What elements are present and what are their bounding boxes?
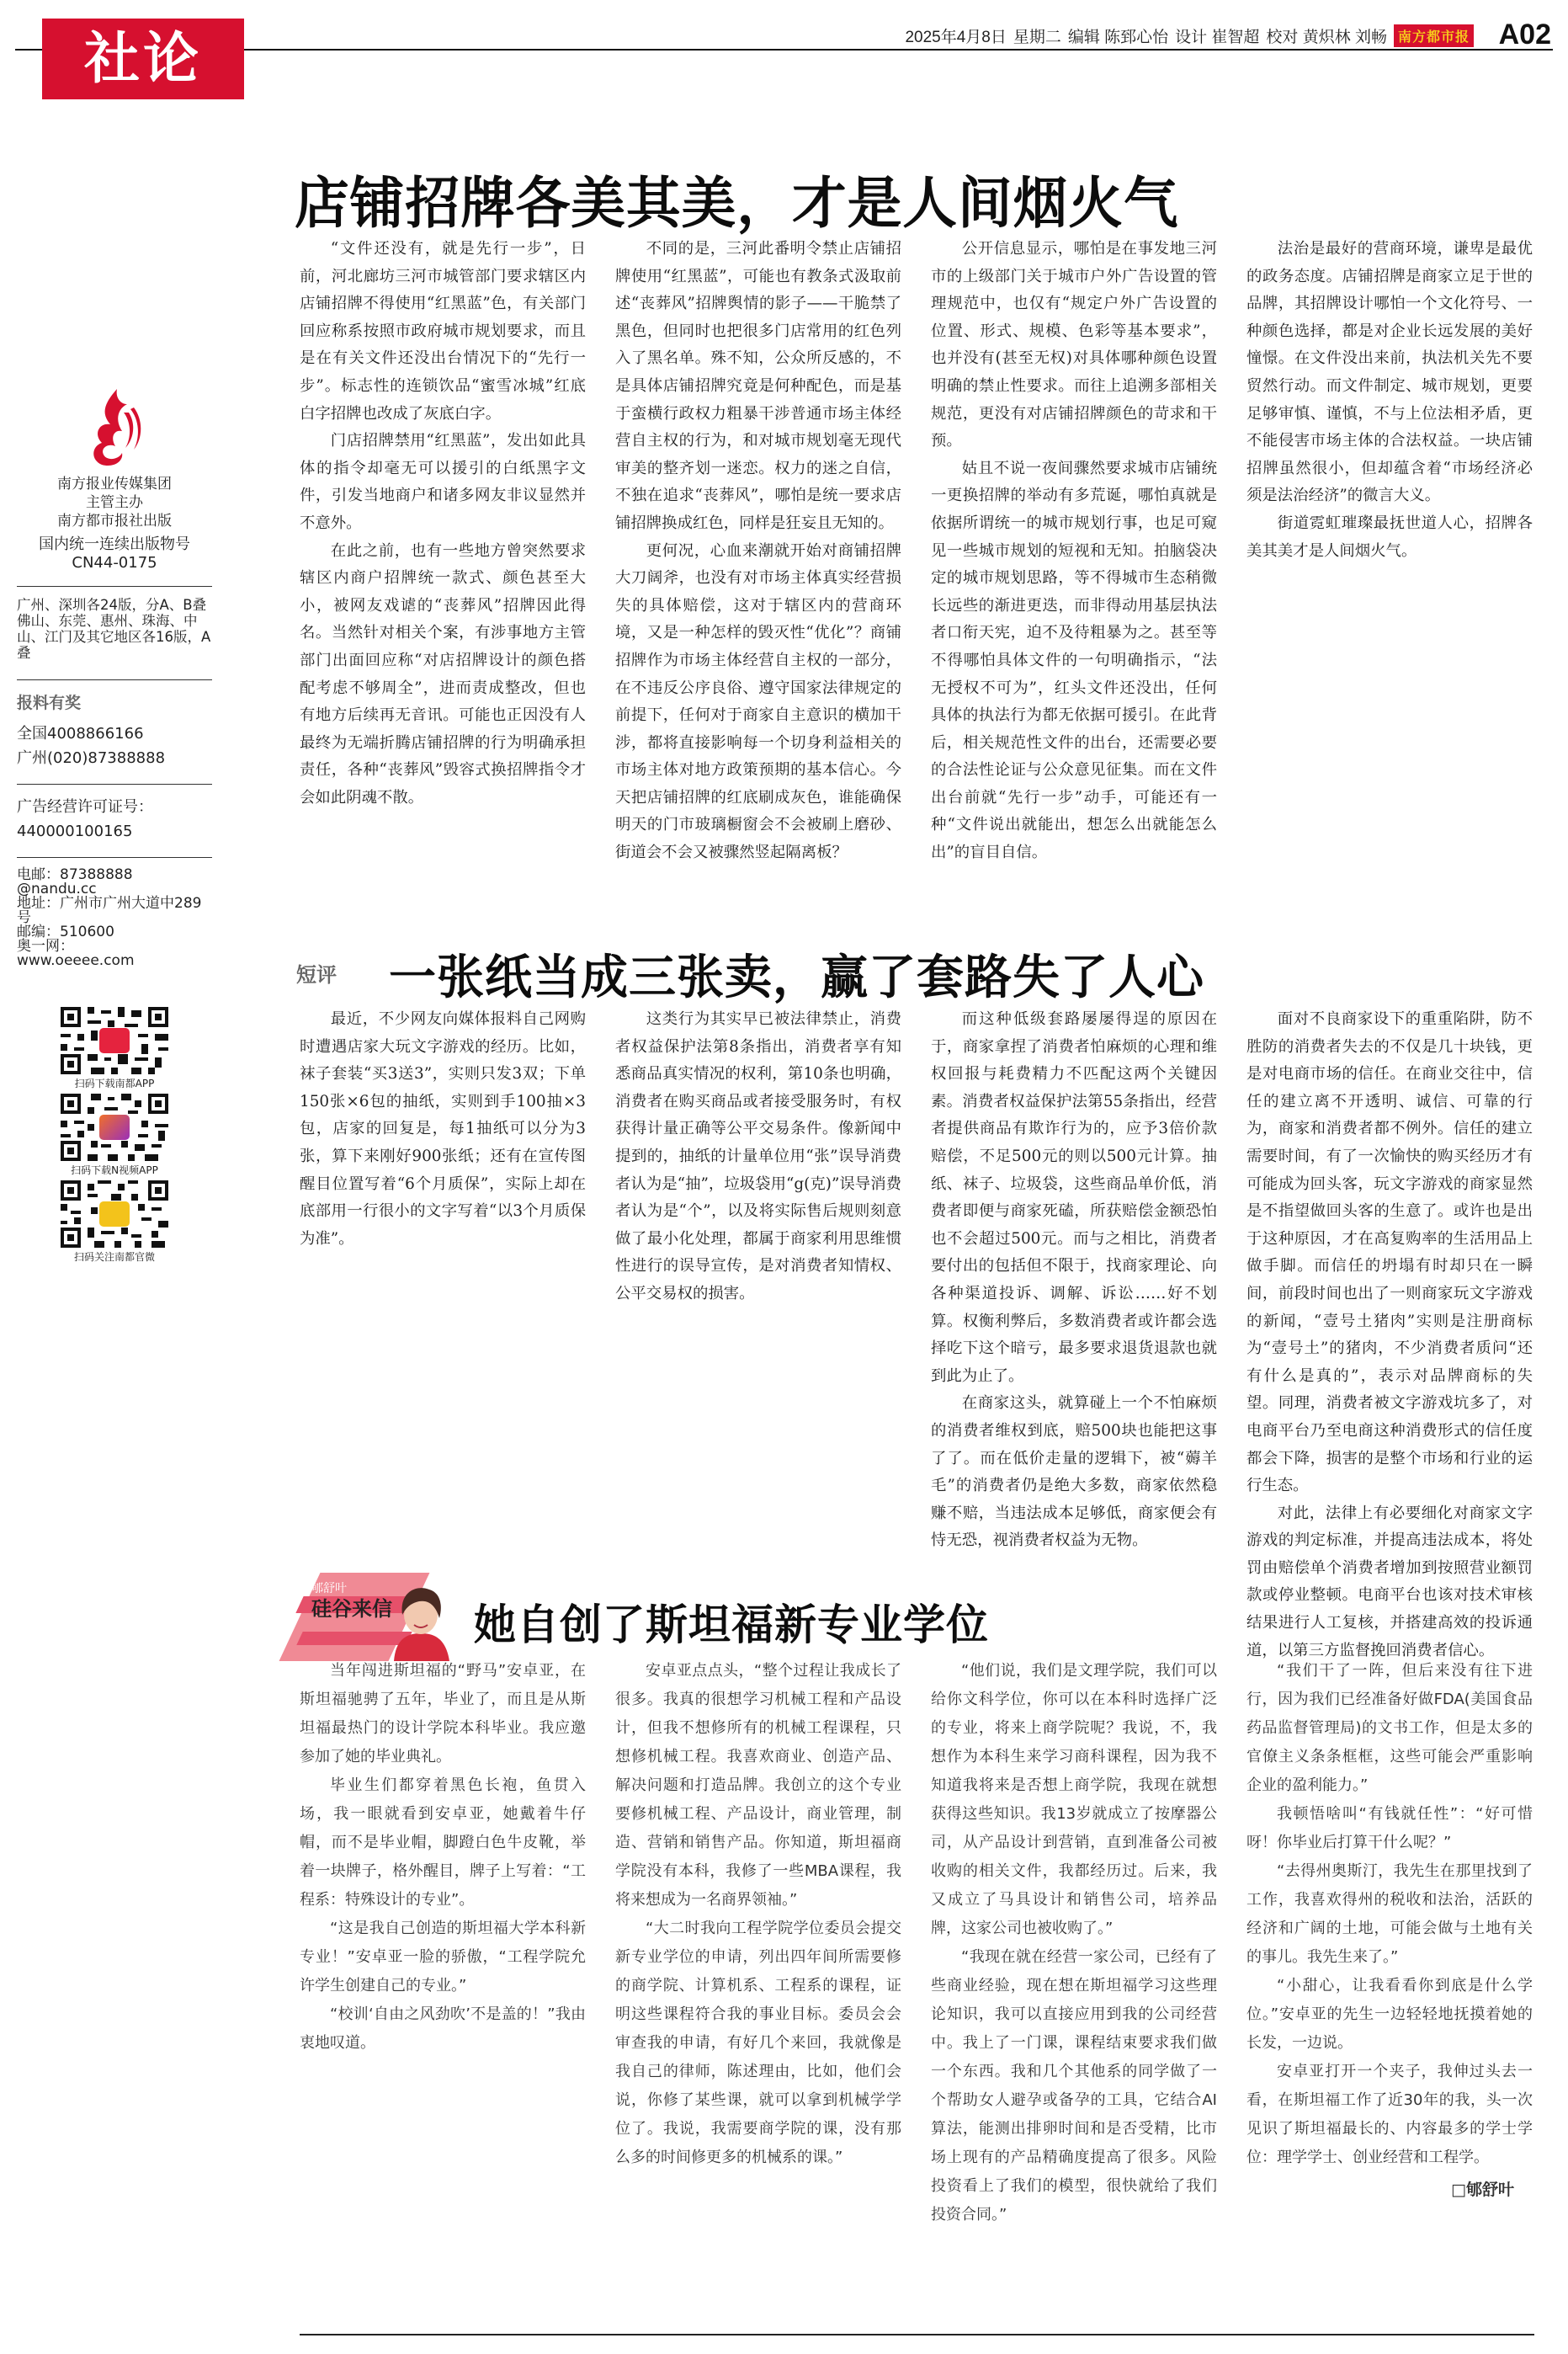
paragraph: 毕业生们都穿着黑色长袍，鱼贯入场，我一眼就看到安卓亚，她戴着牛仔帽，而不是毕业帽，脚蹬白色牛皮靴，举着一块牌子，格外醒目，牌子上写着：“工程系：特殊设计的专业”。 [300,1776,586,1909]
paragraph: “他们说，我们是文理学院，我们可以给你文科学位，你可以在本科时选择广泛的专业，将来上商学院呢？我说，不，我想作为本科生来学习商科课程，因为我不知道我将来是否想上商学院，我现在就想获得这些知识。我13岁就成立了按摩器公司，从产品设计到营销，直到准备公司被收购的相关文件，我都经历过。后来，我又成立了马具设计和销售公司，培养品牌，这家公司也被收购了。” [931,1662,1217,1937]
designer-credit: 设计 崔智超 [1175,28,1260,46]
edition-line: 佛山、东莞、惠州、珠海、中山、江门及其它地区各16版，A叠 [17,613,211,661]
editions-info [17,597,212,661]
paragraph: 当年闯进斯坦福的“野马”安卓亚，在斯坦福驰骋了五年，毕业了，而且是从斯坦福最热门的设计学院本科毕业。我应邀参加了她的毕业典礼。 [300,1662,586,1766]
divider [17,586,212,587]
contact-website[interactable]: www.oeeee.com [17,952,135,969]
header-meta [905,25,1474,45]
paragraph: “去得州奥斯汀，我先生在那里找到了工作，我喜欢得州的税收和法治，活跃的经济和广阔的土地，可能会做与土地有关的事儿。我先生来了。” [1246,1862,1533,1966]
hotline-guangzhou: 广州(020)87388888 [17,749,166,767]
contact-email: 电邮：87388888 [17,866,133,883]
editorial-body [300,236,1534,909]
qr-codes [17,1007,212,1267]
bottom-rule [300,2334,1534,2335]
author-photo [387,1581,454,1661]
article-column [615,236,901,909]
short-review-headline: 一张纸当成三张卖，赢了套路失了人心 [389,951,1204,1005]
paragraph: “文件还没有，就是先行一步”，日前，河北廊坊三河市城管部门要求辖区内店铺招牌不得使用“红黑蓝”色，有关部门回应称系按照市政府城市规划要求，而且是在有关文件还没出台情况下的“先行一步”。标志性的连锁饮品“蜜雪冰城”红底白字招牌也改成了灰底白字。 [300,240,586,423]
paragraph: “这是我自己创造的斯坦福大学本科新专业！”安卓亚一脸的骄傲，“工程学院允许学生创建自己的专业。” [300,1920,586,1995]
column-author: 郇舒叶 [311,1582,347,1595]
n-video-icon [99,1115,130,1140]
nd-app-icon [99,1028,130,1053]
edition-line: 广州、深圳各24版，分A、B叠 [17,597,207,613]
paragraph: 这类行为其实早已被法律禁止，消费者权益保护法第8条指出，消费者享有知悉商品真实情况的权利，第10条也明确，消费者在购买商品或者接受服务时，有权获得计量正确等公平交易条件。像新闻中提到的，抽纸的计量单位用“张”误导消费者认为是“抽”，垃圾袋用“g(克)”误导消费者认为是“个”，以及将实际售后规则刻意做了最小化处理，都属于商家利用思维惯性进行的误导宣传，是对消费者知情权、公平交易权的损害。 [615,1010,901,1302]
contact-address: 地址：广州市广州大道中289号 [17,895,202,926]
paragraph: 安卓亚打开一个夹子，我伸过头去一看，在斯坦福工作了近30年的我，头一次见识了斯坦福最长的、内容最多的学士学位：理学学士、创业经营和工程学。 [1246,2063,1533,2166]
paragraph: 对此，法律上有必要细化对商家文字游戏的判定标准，并提高违法成本，将处罚由赔偿单个消费者增加到按照营业额罚款或停业整顿。电商平台也该对技术审核结果进行人工复核，并搭建高效的投诉通道，以第三方监督挽回消费者信心。 [1246,1504,1533,1659]
publisher-line: 南方都市报社出版 [57,513,172,530]
paragraph: 安卓亚点点头，“整个过程让我成长了很多。我真的很想学习机械工程和产品设计，但我不想修所有的机械工程课程，只想修机械工程。我喜欢商业、创造产品、解决问题和打造品牌。我创立的这个专业要修机械工程、产品设计，商业管理，制造、营销和销售产品。你知道，斯坦福商学院没有本科，我修了一些MBA课程，我将来想成为一名商界领袖。” [615,1662,901,1909]
paragraph: “我现在就在经营一家公司，已经有了些商业经验，现在想在斯坦福学习这些理论知识，我可以直接应用到我的公司经营中。我上了一门课，课程结束要求我们做一个东西。我和几个其他系的同学做了一个帮助女人避孕或备孕的工具，它结合AI算法，能测出排卵时间和是否受精，比市场上现有的产品精确度提高了很多。风险投资看上了我们的模型，很快就给了我们投资合同。” [931,1948,1217,2224]
article-column [931,236,1217,909]
paragraph: 街道霓虹璀璨最抚世道人心，招牌各美其美才是人间烟火气。 [1246,514,1533,560]
paragraph: 面对不良商家设下的重重陷阱，防不胜防的消费者失去的不仅是几十块钱，更是对电商市场的信任。在商业交往中，信任的建立离不开透明、诚信、可靠的行为，商家和消费者都不例外。信任的建立需要时间，有了一次愉快的购买经历才有可能成为回头客，玩文字游戏的商家显然是不指望做回头客的生意了。或许也是出于这种原因，才在高复购率的生活用品上做手脚。而信任的坍塌有时却只在一瞬间，前段时间也出了一则商家玩文字游戏的新闻，“壹号土猪肉”实则是注册商标为“壹号土”的猪肉，不少消费者质问“还有什么是真的”，表示对品牌商标的失望。同理，消费者被文字游戏坑多了，对电商平台乃至电商这种消费形式的信任度都会下降，损害的是整个市场和行业的运行生态。 [1246,1010,1533,1495]
paragraph: 更何况，心血来潮就开始对商铺招牌大刀阔斧，也没有对市场主体真实经营损失的具体赔偿，这对于辖区内的营商环境，又是一种怎样的毁灭性“优化”？商铺招牌作为市场主体经营自主权的一部分，在不违反公序良俗、遵守国家法律规定的前提下，任何对于商家自主意识的横加干涉，都将直接影响每一个切身利益相关的市场主体对地方政策预期的基本信心。今天把店铺招牌的红底刷成灰色，谁能确保明天的门市玻璃橱窗会不会被刷上磨砂、街道会不会又被骤然竖起隔离板？ [615,541,901,862]
paragraph: 在商家这头，就算碰上一个不怕麻烦的消费者维权到底，赔500块也能把这事了了。而在低价走量的逻辑下，被“薅羊毛”的消费者仍是绝大多数，商家依然稳赚不赔，当违法成本足够低，商家便会有恃无恐，视消费者权益为无物。 [931,1394,1217,1550]
column-body [300,1657,1534,2263]
article-column [931,1657,1217,2263]
paragraph: “大二时我向工程学院学位委员会提交新专业学位的申请，列出四年间所需要修的商学院、计算机系、工程系的课程，证明这些课程符合我的事业目标。委员会会审查我的申请，有好几个来回，我就像是我自己的律师，陈述理由，比如，他们会说，你修了某些课，就可以拿到机械学学位了。我说，我需要商学院的课，没有那么多的时间修更多的机械系的课。” [615,1920,901,2166]
ad-license-number: 440000100165 [17,823,133,840]
paragraph: 姑且不说一夜间骤然要求城市店铺统一更换招牌的举动有多荒诞，哪怕真就是依据所谓统一的城市规划行事，也足可窥见一些城市规划的短视和无知。拍脑袋决定的城市规划思路，等不得城市生态稍微长远些的渐进更迭，而非得动用基层执法者口衔天宪，迫不及待粗暴为之。甚至等不得哪怕具体文件的一句明确指示，“法无授权不可为”，红头文件还没出，任何具体的执法行为都无依据可援引。在此背后，相关规范性文件的出台，还需要必要的合法性论证与公众意见征集。而在文件出台前就“先行一步”动手，可能还有一种“文件说出就能出，想怎么出就能怎么出”的盲目自信。 [931,459,1217,862]
paragraph: 公开信息显示，哪怕是在事发地三河市的上级部门关于城市户外广告设置的管理规范中，也仅有“规定户外广告设置的位置、形式、规模、色彩等基本要求”，也并没有(甚至无权)对具体哪种颜色设置明确的禁止性要求。而往上追溯多部相关规范，更没有对店铺招牌颜色的苛求和干预。 [931,240,1217,450]
qr-nandu-weibo[interactable] [61,1180,168,1264]
paragraph: “小甜心，让我看看你到底是什么学位。”安卓亚的先生一边轻轻地抚摸着她的长发，一边说。 [1246,1977,1533,2052]
byline: □郇舒叶 [1451,2181,1514,2199]
qr-n-video-app[interactable] [61,1094,168,1177]
paragraph: 门店招牌禁用“红黑蓝”，发出如此具体的指令却毫无可以援引的白纸黑字文件，引发当地商户和诸多网友非议显然并不意外。 [300,432,586,532]
issue-weekday: 星期二 [1013,28,1061,46]
article-column [300,1006,586,1664]
serial-label: 国内统一连续出版物号 [39,535,190,553]
contact-email-domain: @nandu.cc [17,881,97,897]
qr-nandu-app[interactable] [61,1007,168,1090]
qr-code-icon[interactable] [61,1094,168,1161]
serial-number: CN44-0175 [72,554,157,572]
article-column [1246,1657,1533,2263]
paragraph: 最近，不少网友向媒体报料自己网购时遭遇店家大玩文字游戏的经历。比如，袜子套装“买3送3”，实则只发3双；下单150张×6包的抽纸，实则到手100抽×3包，店家的回复是，每1抽纸可以分为3张，算下来刚好900张纸；还有在宣传图醒目位置写着“6个月质保”，实际上却在底部用一行很小的文字写着“以3个月质保为准”。 [300,1010,586,1248]
page-number: A02 [1498,19,1551,51]
ad-license-label: 广告经营许可证号： [17,798,153,816]
article-column [300,236,586,909]
column-headline: 她自创了斯坦福新专业学位 [474,1600,989,1649]
qr-code-icon[interactable] [61,1180,168,1248]
column-badge [300,1573,456,1661]
article-column [1246,236,1533,909]
issue-date: 2025年4月8日 [905,28,1007,46]
qr-code-icon[interactable] [61,1007,168,1074]
paragraph: “校训‘自由之风劲吹’不是盖的！”我由衷地叹道。 [300,2005,586,2052]
column-name: 硅谷来信 [311,1597,392,1621]
sidebar [17,387,212,1267]
hotline-title: 报料有奖 [17,694,82,712]
proofreader-credit: 校对 黄炽林 刘畅 [1266,28,1387,46]
divider [17,857,212,858]
article-column [300,1657,586,2263]
publisher-line: 主管主办 [86,494,143,511]
qr-label: 扫码下载N视频APP [71,1164,158,1176]
article-column [615,1657,901,2263]
publisher-info [17,475,212,573]
short-review-kicker: 短评 [296,963,337,987]
publisher-line: 南方报业传媒集团 [57,476,172,493]
hotline-national: 全国4008866166 [17,725,144,743]
contact-postcode: 邮编：510600 [17,924,114,940]
contact-website-label: 奥一网： [17,938,74,955]
section-title: 社论 [84,26,202,91]
qr-label: 扫码关注南都官微 [73,1251,155,1263]
paragraph: 不同的是，三河此番明令禁止店铺招牌使用“红黑蓝”，可能也有教条式汲取前述“丧葬风”招牌舆情的影子——干脆禁了黑色，但同时也把很多门店常用的红色列入了黑名单。殊不知，公众所反感的，不是具体店铺招牌究竟是何种配色，而是基于蛮横行政权力粗暴干涉普通市场主体经营自主权的行为，和对城市规划毫无现代审美的整齐划一迷恋。权力的迷之自信，不独在追求“丧葬风”，哪怕是统一要求店铺招牌换成红色，同样是狂妄且无知的。 [615,240,901,532]
article-column [1246,1006,1533,1664]
group-logo-icon [17,387,212,468]
section-badge [42,19,244,99]
paragraph: “我们干了一阵，但后来没有往下进行，因为我们已经准备好做FDA(美国食品药品监督管理局)的文书工作，但是太多的官僚主义条条框框，这些可能会严重影响企业的盈利能力。” [1246,1662,1533,1794]
paragraph: 法治是最好的营商环境，谦卑是最优的政务态度。店铺招牌是商家立足于世的品牌，其招牌设计哪怕一个文化符号、一种颜色选择，都是对企业长远发展的美好憧憬。在文件没出来前，执法机关先不要贸然行动。而文件制定、城市规划，更要足够审慎、谨慎，不与上位法相矛盾，更不能侵害市场主体的合法权益。一块店铺招牌虽然很小，但却蕴含着“市场经济必须是法治经济”的微言大义。 [1246,240,1533,505]
newspaper-logo: 南方都市报 [1394,24,1474,47]
contact-info [17,868,212,968]
qr-label: 扫码下载南都APP [74,1078,155,1089]
masthead-rule [15,49,1553,51]
paragraph: 而这种低级套路屡屡得逞的原因在于，商家拿捏了消费者怕麻烦的心理和维权回报与耗费精力不匹配这两个关键因素。消费者权益保护法第55条指出，经营者提供商品有欺诈行为的，应予3倍价款赔偿，不足500元的则以500元计算。抽纸、袜子、垃圾袋，这些商品单价低，消费者即便与商家死磕，所获赔偿金额恐怕也不会超过500元。而与之相比，消费者要付出的包括但不限于，找商家理论、向各种渠道投诉、调解、诉讼……好不划算。权衡利弊后，多数消费者或许都会选择吃下这个暗亏，最多要求退货退款也就到此为止了。 [931,1010,1217,1385]
paragraph: 在此之前，也有一些地方曾突然要求辖区内商户招牌统一款式、颜色甚至大小，被网友戏谑的“丧葬风”招牌因此得名。当然针对相关个案，有涉事地方主管部门出面回应称“对店招牌设计的颜色搭配考虑不够周全”，进而责成整改，但也有地方后续再无音讯。可能也正因没有人最终为无端折腾店铺招牌的行为明确承担责任，各种“丧葬风”毁容式换招牌指令才会如此阴魂不散。 [300,541,586,807]
article-column [931,1006,1217,1664]
editorial-headline: 店铺招牌各美其美，才是人间烟火气 [295,171,1179,236]
divider [17,679,212,680]
nandu-weibo-icon [99,1201,130,1227]
divider [17,784,212,785]
editor-credit: 编辑 陈郅心怡 [1067,28,1169,46]
article-column [615,1006,901,1664]
paragraph: 我顿悟啥叫“有钱就任性”：“好可惜呀！你毕业后打算干什么呢？” [1246,1805,1533,1851]
